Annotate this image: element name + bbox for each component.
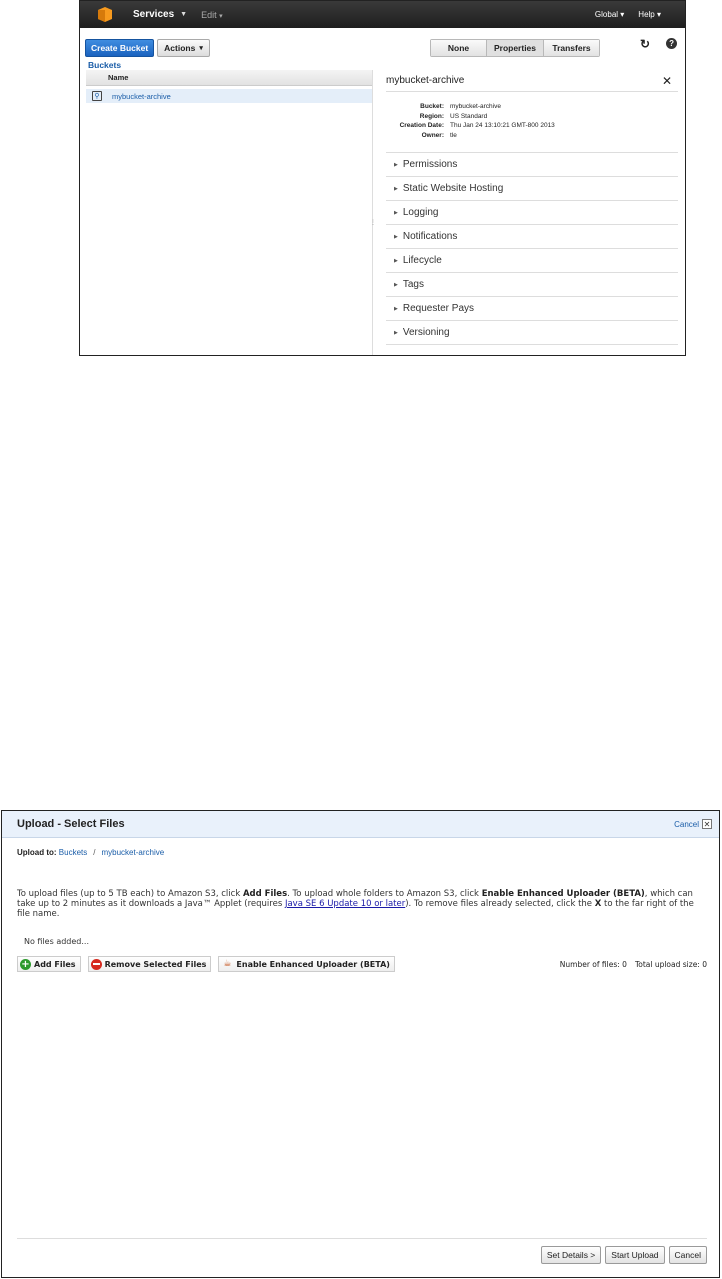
pane-splitter-handle[interactable]: ⋮ [370, 220, 376, 226]
edit-menu-label: Edit [201, 9, 217, 20]
dialog-cancel-link[interactable] [674, 819, 712, 829]
edit-menu[interactable] [201, 10, 223, 20]
section-lifecycle[interactable] [386, 249, 678, 273]
triangle-right-icon: ▶ [394, 161, 398, 168]
file-count: Number of files: 0 [559, 959, 627, 969]
s3-console-window [79, 0, 686, 356]
triangle-right-icon: ▶ [394, 329, 398, 336]
triangle-right-icon: ▶ [394, 233, 398, 240]
minus-circle-icon [91, 959, 102, 970]
bucket-row[interactable] [86, 89, 372, 103]
info-row [386, 131, 678, 141]
actions-label: Actions [164, 43, 196, 53]
upload-stats [560, 960, 707, 969]
region-menu[interactable]: Global ▾ [594, 10, 625, 19]
section-tags[interactable] [386, 273, 678, 297]
desc-text: , which can take up to 2 minutes as it downloads a Java™ Applet (requires [17, 889, 693, 909]
upload-dialog [1, 810, 720, 1278]
bucket-name[interactable]: mybucket-archive [112, 91, 171, 101]
section-requester-pays[interactable] [386, 297, 678, 321]
desc-bold: Add Files [242, 889, 288, 899]
info-row [386, 121, 678, 131]
cancel-button[interactable]: Cancel [669, 1246, 707, 1264]
create-bucket-button[interactable]: Create Bucket [85, 39, 154, 57]
close-icon[interactable]: ✕ [661, 74, 672, 88]
enhanced-uploader-label: Enable Enhanced Uploader (BETA) [236, 959, 390, 969]
close-icon[interactable]: ✕ [703, 819, 711, 829]
path-link-bucket[interactable]: mybucket-archive [101, 848, 165, 857]
magnifier-icon[interactable]: ⚲ [92, 91, 102, 101]
chevron-down-icon: ▼ [180, 11, 188, 18]
add-files-label: Add Files [34, 959, 76, 969]
info-label: Region: [419, 112, 444, 120]
help-icon[interactable]: ? [666, 38, 677, 49]
section-logging[interactable] [386, 201, 678, 225]
info-row [386, 112, 678, 122]
start-upload-button[interactable]: Start Upload [605, 1246, 664, 1264]
segment-properties[interactable]: Properties [487, 40, 544, 56]
services-menu[interactable]: Services [133, 9, 175, 20]
view-segmented-control [430, 39, 600, 57]
set-details-button[interactable]: Set Details > [541, 1246, 601, 1264]
region-label: Global [594, 10, 619, 19]
help-label: Help [638, 10, 655, 19]
triangle-right-icon: ▶ [394, 305, 398, 312]
desc-text: ). To remove files already selected, click the [405, 899, 595, 909]
enable-enhanced-uploader-button[interactable] [218, 956, 395, 972]
name-column-header[interactable]: Name [86, 70, 372, 86]
info-label: Creation Date: [399, 122, 444, 129]
section-label: Tags [402, 279, 424, 290]
top-nav-bar [80, 1, 685, 28]
desc-text: . To upload whole folders to Amazon S3, click [287, 889, 482, 899]
help-menu[interactable]: Help ▾ [638, 10, 661, 19]
dialog-header [2, 811, 719, 838]
dialog-title: Upload - Select Files [17, 818, 125, 830]
info-value: US Standard [450, 112, 488, 120]
add-files-button[interactable] [17, 956, 81, 972]
remove-selected-label: Remove Selected Files [104, 959, 207, 969]
properties-pane [386, 70, 678, 345]
upload-instructions [17, 889, 709, 919]
segment-none[interactable]: None [431, 40, 487, 56]
bucket-toolbar [80, 35, 685, 61]
plus-circle-icon: + [21, 958, 30, 970]
section-label: Versioning [402, 327, 450, 338]
info-value: Thu Jan 24 13:10:21 GMT-800 2013 [450, 122, 555, 129]
java-icon: ☕ [223, 959, 232, 969]
empty-files-message: No files added... [24, 937, 90, 946]
path-link-buckets[interactable]: Buckets [58, 848, 88, 857]
info-label: Bucket: [420, 103, 444, 110]
java-requirement-link[interactable]: Java SE 6 Update 10 or later [284, 899, 406, 909]
bucket-list-pane [86, 70, 376, 356]
desc-bold: X [594, 899, 602, 909]
bucket-info [386, 102, 678, 140]
section-label: Notifications [402, 231, 458, 242]
section-label: Requester Pays [402, 303, 475, 314]
triangle-right-icon: ▶ [394, 185, 398, 192]
info-label: Owner: [421, 131, 444, 139]
chevron-down-icon: ▾ [219, 12, 223, 20]
dialog-footer [17, 1238, 707, 1264]
triangle-right-icon: ▶ [394, 281, 398, 288]
desc-text: to the far right of the file name. [17, 899, 694, 919]
chevron-down-icon: ▾ [199, 45, 203, 52]
breadcrumb[interactable]: Buckets [88, 60, 122, 70]
info-row [386, 102, 678, 112]
section-permissions[interactable] [386, 153, 678, 177]
triangle-right-icon: ▶ [394, 257, 398, 264]
info-value: mybucket-archive [450, 103, 501, 110]
segment-transfers[interactable]: Transfers [544, 40, 599, 56]
actions-dropdown[interactable] [157, 39, 210, 57]
section-static-website-hosting[interactable] [386, 177, 678, 201]
refresh-icon[interactable]: ↻ [640, 37, 651, 51]
path-separator: / [93, 848, 96, 857]
section-notifications[interactable] [386, 225, 678, 249]
aws-logo-icon[interactable] [98, 7, 112, 22]
upload-destination [17, 848, 719, 857]
section-versioning[interactable] [386, 321, 678, 345]
properties-title: mybucket-archive [386, 70, 678, 92]
info-value: tle [450, 131, 457, 139]
section-label: Lifecycle [402, 255, 442, 266]
upload-to-label: Upload to: [17, 848, 57, 857]
desc-bold: Enable Enhanced Uploader (BETA) [481, 889, 645, 899]
section-label: Logging [402, 207, 439, 218]
file-action-bar [2, 956, 719, 972]
total-upload-size: Total upload size: 0 [634, 959, 707, 969]
section-label: Static Website Hosting [402, 183, 504, 194]
section-label: Permissions [402, 159, 458, 170]
desc-text: To upload files (up to 5 TB each) to Amazon S3, click [17, 889, 243, 899]
cancel-label: Cancel [674, 819, 699, 829]
remove-selected-files-button[interactable] [88, 956, 212, 972]
triangle-right-icon: ▶ [394, 209, 398, 216]
